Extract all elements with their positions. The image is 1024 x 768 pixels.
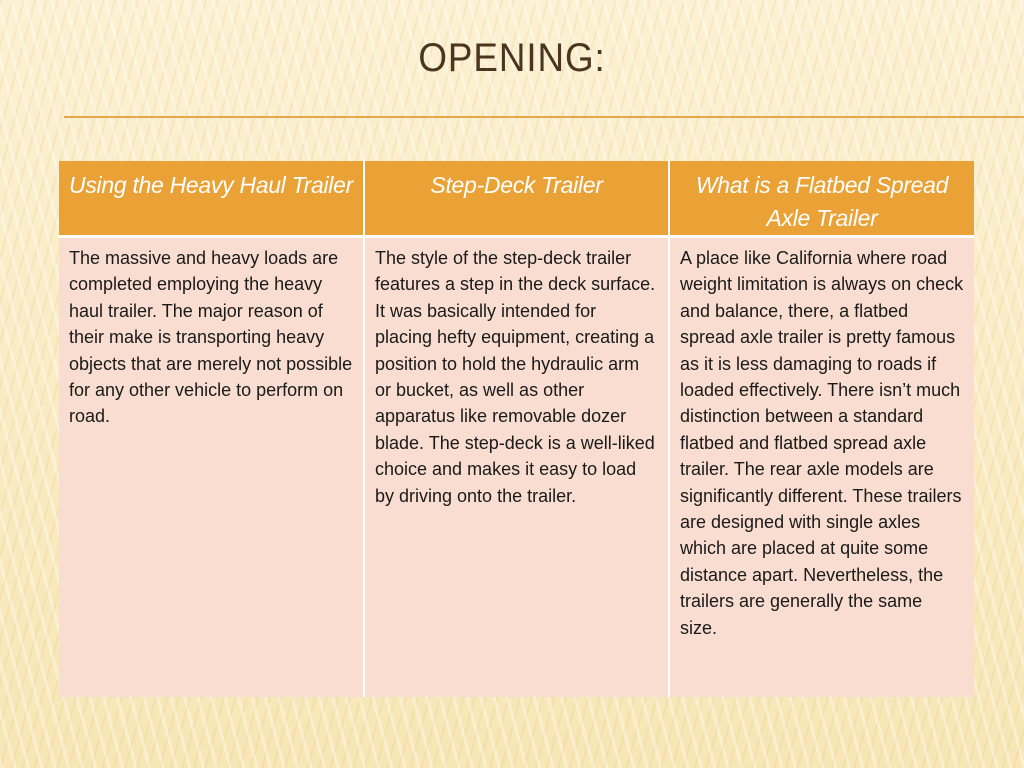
cell-flatbed-spread-axle-description: A place like California where road weight limitation is always on check and balance, there, a flatbed spread axle trailer is pretty famous as it is less damaging to roads if loaded effectively. There isn’t much distinction between a standard flatbed and flatbed spread axle trailer. The rear axle models are significantly different. These trailers are designed with single axles which are placed at quite some distance apart. Nevertheless, the trailers are generally the same size. [669,237,974,697]
cell-heavy-haul-description: The massive and heavy loads are completed employing the heavy haul trailer. The major reason of their make is transporting heavy objects that are merely not possible for any other vehicle to perform on road. [59,237,364,697]
comparison-table [59,161,974,697]
title-divider [64,116,1024,118]
cell-step-deck-description: The style of the step-deck trailer features a step in the deck surface. It was basically intended for placing hefty equipment, creating a position to hold the hydraulic arm or bucket, as well as other apparatus like removable dozer blade. The step-deck is a well-liked choice and makes it easy to load by driving onto the trailer. [364,237,669,697]
table-header-row [59,161,974,237]
column-header-flatbed-spread-axle: What is a Flatbed Spread Axle Trailer [669,161,974,237]
table-row [59,237,974,697]
column-header-heavy-haul: Using the Heavy Haul Trailer [59,161,364,237]
comparison-table-container [59,161,974,697]
column-header-step-deck: Step-Deck Trailer [364,161,669,237]
slide-title: OPENING: [418,36,606,80]
